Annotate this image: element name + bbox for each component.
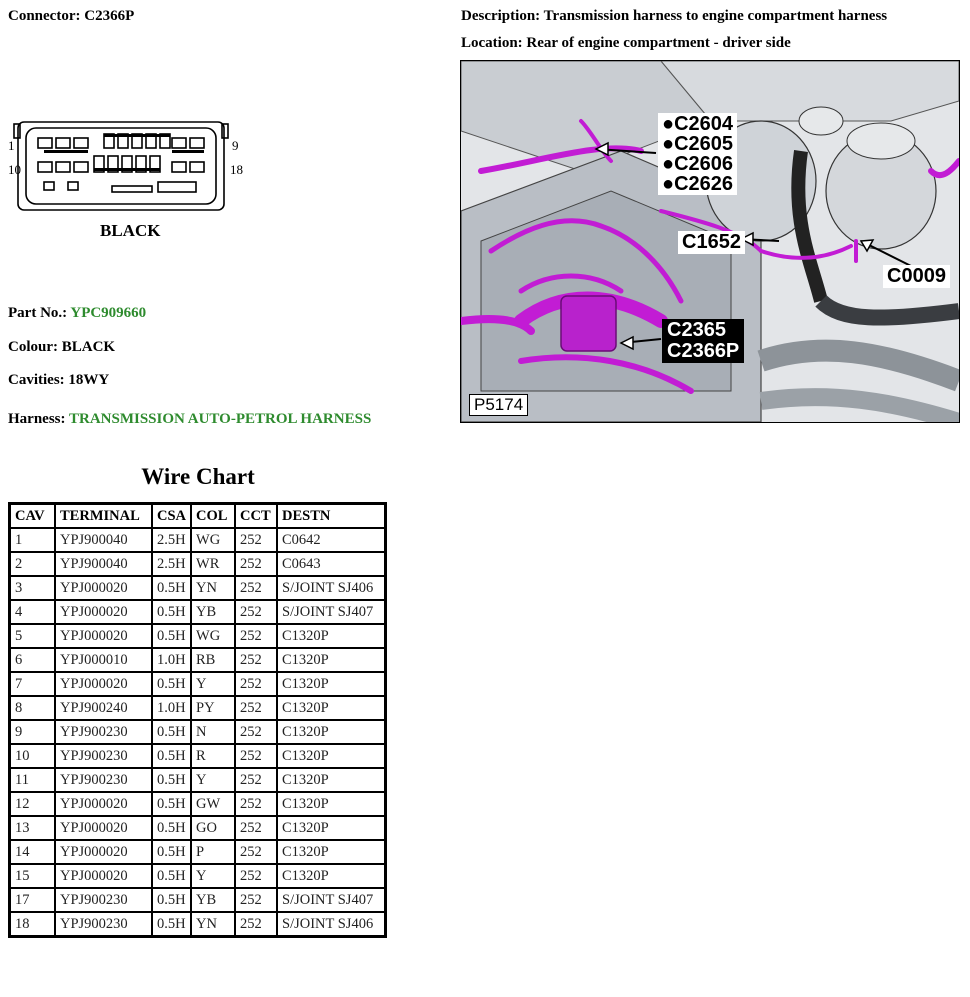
table-row [10,888,386,912]
figure-reference: P5174 [469,394,528,416]
header-col: COL [191,504,235,529]
colour-value: BLACK [61,339,116,355]
table-cell: YPJ900230 [55,744,152,768]
connector-label: Connector: [8,8,81,24]
table-cell: P [191,840,235,864]
callout-c2366p: C2366P [667,340,740,362]
table-cell: 252 [235,528,277,552]
table-cell: YPJ000020 [55,792,152,816]
table-cell: R [191,744,235,768]
table-cell: 2.5H [152,552,191,576]
table-cell: YPJ000010 [55,648,152,672]
table-cell: YPJ900040 [55,528,152,552]
cavities-line [8,372,109,389]
table-cell: 17 [10,888,56,912]
table-cell: 3 [10,576,56,600]
table-cell: 252 [235,768,277,792]
table-cell: WR [191,552,235,576]
bullet-icon: ● [662,113,675,135]
table-cell: 252 [235,744,277,768]
table-cell: 0.5H [152,864,191,888]
table-cell: YPJ900040 [55,552,152,576]
part-no-line [8,305,146,322]
table-cell: 4 [10,600,56,624]
description-label: Description: [461,8,541,24]
table-cell: C1320P [277,864,386,888]
table-cell: 5 [10,624,56,648]
table-cell: 1.0H [152,648,191,672]
table-cell: 0.5H [152,720,191,744]
harness-label: Harness: [8,411,66,427]
table-cell: S/JOINT SJ407 [277,888,386,912]
table-cell: 2.5H [152,528,191,552]
table-cell: 2 [10,552,56,576]
callout-c2605: ●C2605 [662,133,734,155]
table-row [10,816,386,840]
table-cell: 252 [235,912,277,937]
table-cell: C1320P [277,792,386,816]
table-cell: YB [191,600,235,624]
wire-chart-table [8,502,387,938]
table-row [10,576,386,600]
callout-c2626: ●C2626 [662,173,734,195]
table-cell: GW [191,792,235,816]
table-cell: 252 [235,888,277,912]
part-no-value: YPC909660 [70,305,147,321]
table-cell: 252 [235,552,277,576]
colour-label: Colour: [8,339,58,355]
table-cell: 1.0H [152,696,191,720]
table-cell: 0.5H [152,744,191,768]
table-cell: C0642 [277,528,386,552]
pin-label-18: 18 [230,162,243,177]
table-cell: WG [191,624,235,648]
table-cell: C1320P [277,768,386,792]
table-cell: 14 [10,840,56,864]
engine-compartment-illustration [460,60,960,423]
callout-c1652: C1652 [678,231,745,254]
connector-line [8,8,134,25]
table-cell: 15 [10,864,56,888]
diagram-colour-label: BLACK [100,221,161,240]
table-cell: N [191,720,235,744]
table-cell: YPJ000020 [55,864,152,888]
table-cell: 252 [235,792,277,816]
table-row [10,648,386,672]
table-cell: C1320P [277,840,386,864]
table-cell: 0.5H [152,600,191,624]
table-cell: YPJ000020 [55,840,152,864]
table-cell: YPJ000020 [55,576,152,600]
callout-c2365: C2365 [667,319,726,341]
table-cell: YN [191,576,235,600]
table-cell: GO [191,816,235,840]
table-cell: YPJ000020 [55,816,152,840]
table-cell: 252 [235,720,277,744]
part-no-label: Part No.: [8,305,68,321]
callout-c2604: ●C2604 [662,113,734,135]
table-cell: 0.5H [152,792,191,816]
table-cell: 12 [10,792,56,816]
table-cell: 0.5H [152,816,191,840]
bullet-icon: ● [662,173,675,195]
connector-face-svg [8,110,258,245]
header-terminal: TERMINAL [55,504,152,529]
table-row [10,600,386,624]
table-cell: 0.5H [152,840,191,864]
callout-c2606: ●C2606 [662,153,734,175]
location-label: Location: [461,35,523,51]
wire-chart-header-row [10,504,386,529]
table-cell: C1320P [277,624,386,648]
table-cell: WG [191,528,235,552]
table-cell: Y [191,768,235,792]
pin-label-1: 1 [8,138,15,153]
table-cell: 6 [10,648,56,672]
table-cell: 18 [10,912,56,937]
table-cell: RB [191,648,235,672]
table-cell: 10 [10,744,56,768]
description-value: Transmission harness to engine compartment harness [543,8,888,24]
header-csa: CSA [152,504,191,529]
table-row [10,912,386,937]
table-cell: YPJ000020 [55,624,152,648]
table-row [10,864,386,888]
callout-c0009: C0009 [883,265,950,288]
harness-value: TRANSMISSION AUTO-PETROL HARNESS [68,411,372,427]
table-cell: 8 [10,696,56,720]
table-cell: 7 [10,672,56,696]
connector-value: C2366P [84,8,135,24]
harness-line [8,411,371,428]
table-cell: YPJ900230 [55,768,152,792]
table-cell: 0.5H [152,912,191,937]
table-cell: PY [191,696,235,720]
table-cell: YPJ000020 [55,600,152,624]
table-cell: C1320P [277,672,386,696]
table-cell: YPJ900230 [55,912,152,937]
wire-chart-title: Wire Chart [141,464,255,489]
table-row [10,744,386,768]
colour-line [8,339,115,356]
table-row [10,624,386,648]
cavities-value: 18WY [68,372,110,388]
table-cell: 9 [10,720,56,744]
pin-label-10: 10 [8,162,21,177]
table-row [10,528,386,552]
wire-chart-body [10,528,386,937]
table-cell: Y [191,672,235,696]
table-cell: 252 [235,624,277,648]
pin-label-9: 9 [232,138,239,153]
callout-c2365-c2366p [662,319,744,363]
table-cell: 252 [235,576,277,600]
table-cell: 252 [235,816,277,840]
table-cell: C1320P [277,816,386,840]
table-cell: C1320P [277,744,386,768]
table-cell: 252 [235,600,277,624]
table-cell: 1 [10,528,56,552]
table-cell: YN [191,912,235,937]
table-row [10,792,386,816]
table-cell: YPJ900230 [55,720,152,744]
table-cell: 0.5H [152,672,191,696]
table-cell: YPJ900230 [55,888,152,912]
table-cell: 0.5H [152,888,191,912]
table-cell: 252 [235,672,277,696]
table-row [10,552,386,576]
header-destn: DESTN [277,504,386,529]
table-cell: 252 [235,696,277,720]
table-cell: 0.5H [152,576,191,600]
table-cell: YPJ900240 [55,696,152,720]
table-row [10,672,386,696]
table-cell: 252 [235,864,277,888]
table-cell: C1320P [277,696,386,720]
table-row [10,840,386,864]
table-cell: 252 [235,840,277,864]
location-line [461,35,791,52]
connector-face-diagram [8,110,258,245]
table-row [10,768,386,792]
table-cell: C1320P [277,648,386,672]
header-cct: CCT [235,504,277,529]
callout-group-c26xx [658,113,737,195]
table-cell: YB [191,888,235,912]
bullet-icon: ● [662,153,675,175]
bullet-icon: ● [662,133,675,155]
header-cav: CAV [10,504,56,529]
description-line [461,8,887,25]
table-row [10,696,386,720]
location-value: Rear of engine compartment - driver side [526,35,791,51]
table-cell: 0.5H [152,624,191,648]
table-cell: C0643 [277,552,386,576]
table-cell: S/JOINT SJ406 [277,912,386,937]
table-cell: S/JOINT SJ407 [277,600,386,624]
table-cell: 11 [10,768,56,792]
table-cell: Y [191,864,235,888]
table-cell: 0.5H [152,768,191,792]
table-cell: S/JOINT SJ406 [277,576,386,600]
table-row [10,720,386,744]
table-cell: YPJ000020 [55,672,152,696]
table-cell: 13 [10,816,56,840]
table-cell: C1320P [277,720,386,744]
table-cell: 252 [235,648,277,672]
cavities-label: Cavities: [8,372,65,388]
